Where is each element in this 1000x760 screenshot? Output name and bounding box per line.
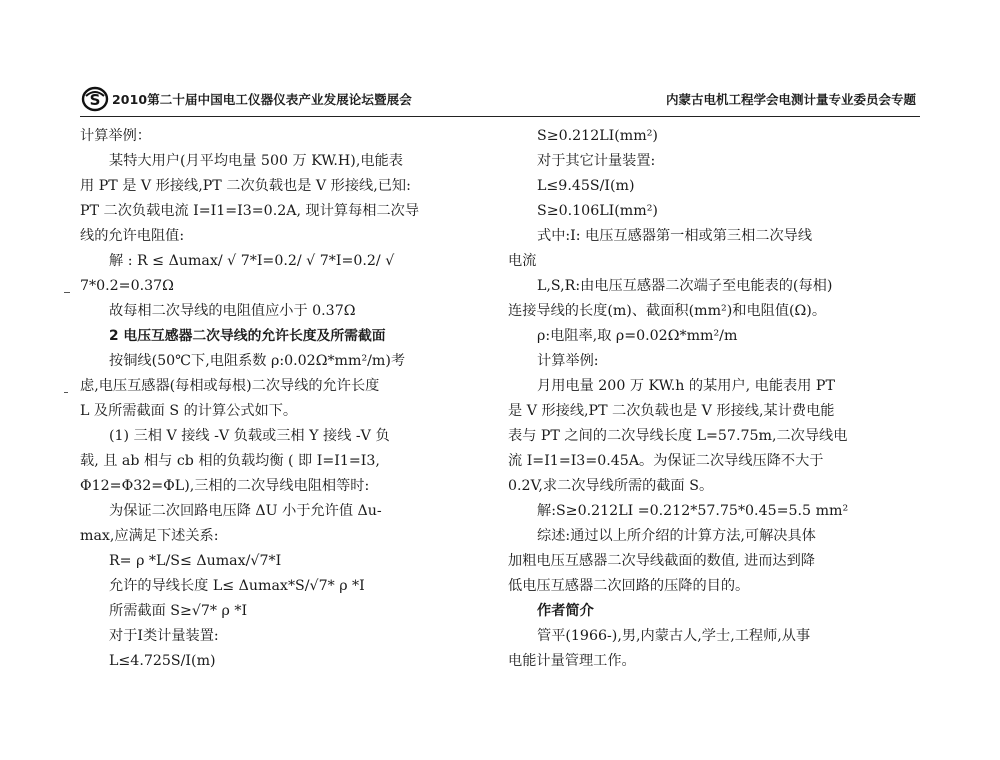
- right-text-line: ρ:电阻率,取 ρ=0.02Ω*mm²/m: [537, 328, 738, 344]
- right-text-line: 低电压互感器二次回路的压降的目的。: [508, 578, 750, 594]
- right-text-line: 作者简介: [537, 603, 594, 619]
- left-text-line: 对于Ⅰ类计量装置:: [109, 628, 219, 644]
- right-text-line: L≤9.45S/I(m): [537, 178, 635, 194]
- header-conference-title: 2010第二十届中国电工仪器仪表产业发展论坛暨展会: [112, 92, 412, 107]
- left-text-line: 故每相二次导线的电阻值应小于 0.37Ω: [109, 303, 356, 319]
- left-text-line: 解 : R ≤ Δumax/ √ 7*I=0.2/ √ 7*I=0.2/ √: [109, 253, 395, 269]
- left-text-line: Φ12=Φ32=ΦL),三相的二次导线电阻相等时:: [80, 478, 370, 494]
- left-text-line: L 及所需截面 S 的计算公式如下。: [80, 403, 298, 419]
- left-text-line: 计算举例：: [80, 128, 151, 144]
- left-text-line: (1) 三相 V 接线 -V 负载或三相 Y 接线 -V 负: [109, 428, 390, 444]
- svg-text:S: S: [89, 91, 101, 109]
- left-text-line: 允许的导线长度 L≤ Δumax*S/√7* ρ *I: [109, 578, 365, 594]
- scan-mark: [64, 292, 70, 293]
- left-text-line: 用 PT 是 V 形接线,PT 二次负载也是 V 形接线,已知:: [80, 178, 411, 194]
- right-text-line: 计算举例:: [537, 353, 599, 369]
- right-text-line: 是 V 形接线,PT 二次负载也是 V 形接线,某计费电能: [508, 403, 835, 419]
- right-text-line: 电能计量管理工作。: [508, 653, 636, 669]
- conference-logo-icon: [80, 86, 110, 112]
- left-text-line: 虑,电压互感器(每相或每根)二次导线的允许长度: [80, 378, 380, 394]
- right-text-line: L,S,R:由电压互感器二次端子至电能表的(每相): [537, 278, 833, 294]
- right-text-line: 加粗电压互感器二次导线截面的数值, 进而达到降: [508, 553, 815, 569]
- left-text-line: 线的允许电阻值:: [80, 228, 185, 244]
- left-text-line: 为保证二次回路电压降 ΔU 小于允许值 Δu-: [109, 503, 382, 519]
- left-text-line: 2 电压互感器二次导线的允许长度及所需截面: [109, 328, 386, 344]
- right-text-line: 电流: [508, 253, 537, 269]
- left-text-line: PT 二次负载电流 I=I1=I3=0.2A, 现计算每相二次导: [80, 203, 420, 219]
- right-text-line: S≥0.106LI(mm²): [537, 203, 658, 219]
- right-text-line: 管平(1966-),男,内蒙古人,学士,工程师,从事: [537, 628, 811, 644]
- scan-mark: [64, 392, 68, 393]
- left-text-line: R= ρ *L/S≤ Δumax/√7*I: [109, 553, 282, 569]
- left-text-line: 所需截面 S≥√7* ρ *I: [109, 603, 248, 619]
- right-text-line: S≥0.212LI(mm²): [537, 128, 658, 144]
- left-text-line: 某特大用户(月平均电量 500 万 KW.H),电能表: [109, 153, 403, 169]
- running-header: [80, 86, 920, 117]
- left-text-line: 按铜线(50℃下,电阻系数 ρ:0.02Ω*mm²/m)考: [109, 353, 406, 369]
- header-topic-title: 内蒙古电机工程学会电测计量专业委员会专题: [665, 92, 916, 107]
- right-text-line: 式中:I: 电压互感器第一相或第三相二次导线: [537, 228, 813, 244]
- right-text-line: 综述:通过以上所介绍的计算方法,可解决具体: [537, 528, 816, 544]
- right-text-line: 流 I=I1=I3=0.45A。为保证二次导线压降不大于: [508, 453, 824, 469]
- right-text-line: 表与 PT 之间的二次导线长度 L=57.75m,二次导线电: [508, 428, 848, 444]
- right-text-line: 解:S≥0.212LI =0.212*57.75*0.45=5.5 mm²: [537, 503, 849, 519]
- left-text-line: 载, 且 ab 相与 cb 相的负载均衡 ( 即 I=I1=I3,: [80, 453, 380, 469]
- right-text-line: 0.2V,求二次导线所需的截面 S。: [508, 478, 714, 494]
- right-text-line: 连接导线的长度(m)、截面积(mm²)和电阻值(Ω)。: [508, 303, 827, 319]
- right-text-line: 月用电量 200 万 KW.h 的某用户, 电能表用 PT: [537, 378, 835, 394]
- left-text-line: L≤4.725S/I(m): [109, 653, 216, 669]
- right-text-line: 对于其它计量装置:: [537, 153, 656, 169]
- left-text-line: 7*0.2=0.37Ω: [80, 278, 174, 294]
- left-text-line: max,应满足下述关系:: [80, 528, 219, 544]
